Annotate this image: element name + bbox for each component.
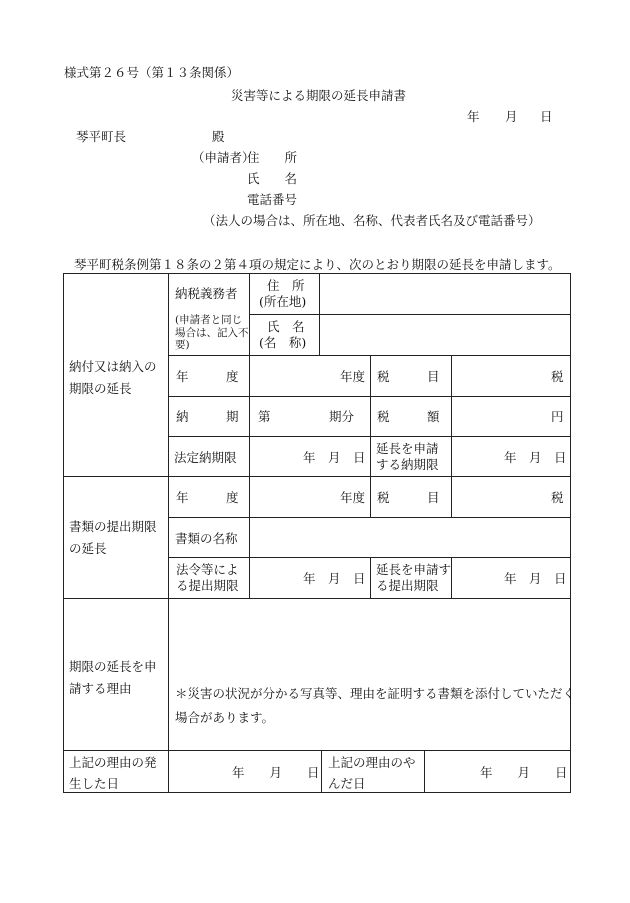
requested-submission-deadline-label: 延長を申請す る提出期限 <box>376 562 452 593</box>
reason-section-title: 期限の延長を申 請する理由 <box>69 659 157 696</box>
taxpayer-label: 納税義務者 <box>175 286 238 301</box>
reason-ended-label: 上記の理由のや んだ日 <box>328 755 416 791</box>
applicant-name-label: 氏 名 <box>247 171 298 186</box>
taxpayer-name-label: 氏 名 (名 称) <box>259 319 307 350</box>
applicant-address-label: 住 所 <box>247 150 298 165</box>
legal-payment-deadline-label: 法定納期限 <box>174 450 237 465</box>
legal-submission-deadline-label: 法令等によ る提出期限 <box>176 562 239 593</box>
date-month-label: 月 <box>505 109 518 124</box>
docs-tax-item-label: 税 目 <box>377 490 440 505</box>
requested-payment-deadline-label: 延長を申請 する納期限 <box>376 441 439 472</box>
applicant-phone-label: 電話番号 <box>247 192 298 207</box>
docs-section-title: 書類の提出期限 の延長 <box>69 519 157 556</box>
docs-tax-item-unit: 税 <box>551 490 564 505</box>
payment-tax-item-label: 税 目 <box>377 369 440 384</box>
reason-occurred-label: 上記の理由の発 生した日 <box>69 755 157 791</box>
taxpayer-address-label: 住 所 (所在地) <box>259 278 307 309</box>
intro-text: 琴平町税条例第１８条の２第４項の規定により、次のとおり期限の延長を申請します。 <box>74 257 561 272</box>
docs-year-unit: 年度 <box>340 490 366 505</box>
form-number: 様式第２６号（第１３条関係） <box>64 65 240 80</box>
applicant-label: （申請者） <box>192 150 255 165</box>
corporate-note: （法人の場合は、所在地、名称、代表者氏名及び電話番号） <box>203 213 541 228</box>
reason-ended-date: 年 月 日 <box>480 765 568 780</box>
addressee: 琴平町長 <box>76 129 127 144</box>
reason-occurred-date: 年 月 日 <box>232 765 320 780</box>
date-year-label: 年 <box>467 109 480 124</box>
date-day-label: 日 <box>540 109 553 124</box>
requested-submission-deadline-date: 年 月 日 <box>504 571 567 586</box>
reason-attachment-note: ＊災害の状況が分かる写真等、理由を証明する書類を添付していただく 場合があります。 <box>175 686 576 725</box>
document-title: 災害等による期限の延長申請書 <box>231 88 407 103</box>
payment-year-unit: 年度 <box>340 369 366 384</box>
payment-tax-item-unit: 税 <box>551 369 564 384</box>
payment-amount-label: 税 額 <box>377 409 440 424</box>
honorific: 殿 <box>212 129 225 144</box>
docs-year-label: 年 度 <box>176 490 239 505</box>
payment-section-title: 納付又は納入の 期限の延長 <box>69 359 157 396</box>
payment-term-label: 納 期 <box>176 409 239 424</box>
requested-payment-deadline-date: 年 月 日 <box>504 450 567 465</box>
payment-year-label: 年 度 <box>176 369 239 384</box>
payment-term-unit: 期分 <box>329 409 355 424</box>
legal-payment-deadline-date: 年 月 日 <box>303 450 366 465</box>
payment-term-prefix: 第 <box>258 409 271 424</box>
doc-name-label: 書類の名称 <box>175 531 238 546</box>
legal-submission-deadline-date: 年 月 日 <box>303 571 366 586</box>
taxpayer-note: (申請者と同じ 場合は、記入不 要) <box>175 314 249 352</box>
payment-amount-unit: 円 <box>551 409 564 424</box>
